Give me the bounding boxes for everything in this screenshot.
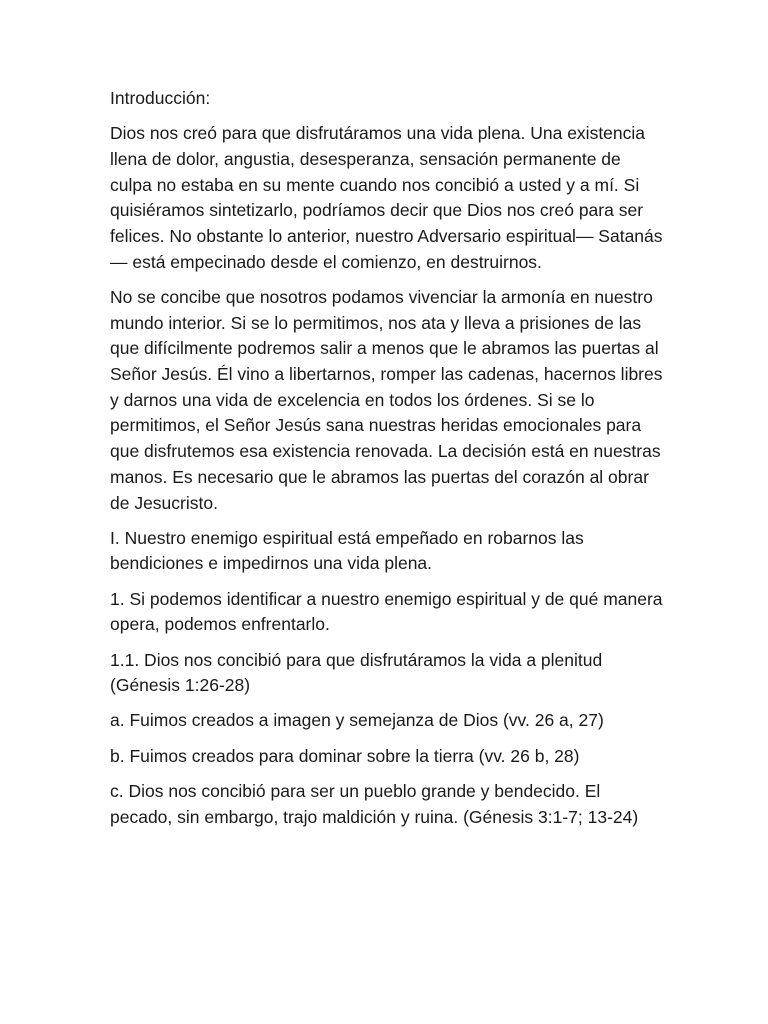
- subpoint-c: c. Dios nos concibió para ser un pueblo grande y bendecido. El pecado, sin embargo, trajo maldición y ruina. (Génesis 3:1-7; 13-24): [110, 780, 639, 827]
- heading-introduccion: Introducción:: [110, 88, 211, 108]
- paragraph-intro-1: Dios nos creó para que disfrutáramos una vida plena. Una existencia llena de dolor, angustia, desesperanza, sensación permanente de culpa no estaba en su mente cuando nos concibió a usted y a mí. Si quisiéramos sintetizarlo, podríamos decir que Dios nos creó para ser felices. No obstante lo anterior, nuestro Adversario espiritual— Satanás— está empecinado desde el comienzo, en destruirnos.: [110, 123, 663, 272]
- point-1-1: 1.1. Dios nos concibió para que disfrutáramos la vida a plenitud (Génesis 1:26-28): [110, 649, 603, 696]
- subpoint-a: a. Fuimos creados a imagen y semejanza de Dios (vv. 26 a, 27): [110, 710, 604, 731]
- paragraph-intro-2: No se concibe que nosotros podamos vivenciar la armonía en nuestro mundo interior. Si se lo permitimos, nos ata y lleva a prisiones de las que difícilmente podremos salir a menos que le abramos las puertas al Señor Jesús. Él vino a libertarnos, romper las cadenas, hacernos libres y darnos una vida de excelencia en todos los órdenes. Si se lo permitimos, el Señor Jesús sana nuestras heridas emocionales para que disfrutemos esa existencia renovada. La decisión está en nuestras manos. Es necesario que le abramos las puertas del corazón al obrar de Jesucristo.: [110, 286, 663, 513]
- subpoint-b: b. Fuimos creados para dominar sobre la tierra (vv. 26 b, 28): [110, 745, 580, 766]
- section-heading-1: I. Nuestro enemigo espiritual está empeñado en robarnos las bendiciones e impedirnos una vida plena.: [110, 527, 584, 574]
- point-1: 1. Si podemos identificar a nuestro enemigo espiritual y de qué manera opera, podemos enfrentarlo.: [110, 588, 663, 635]
- document-page: [110, 86, 666, 840]
